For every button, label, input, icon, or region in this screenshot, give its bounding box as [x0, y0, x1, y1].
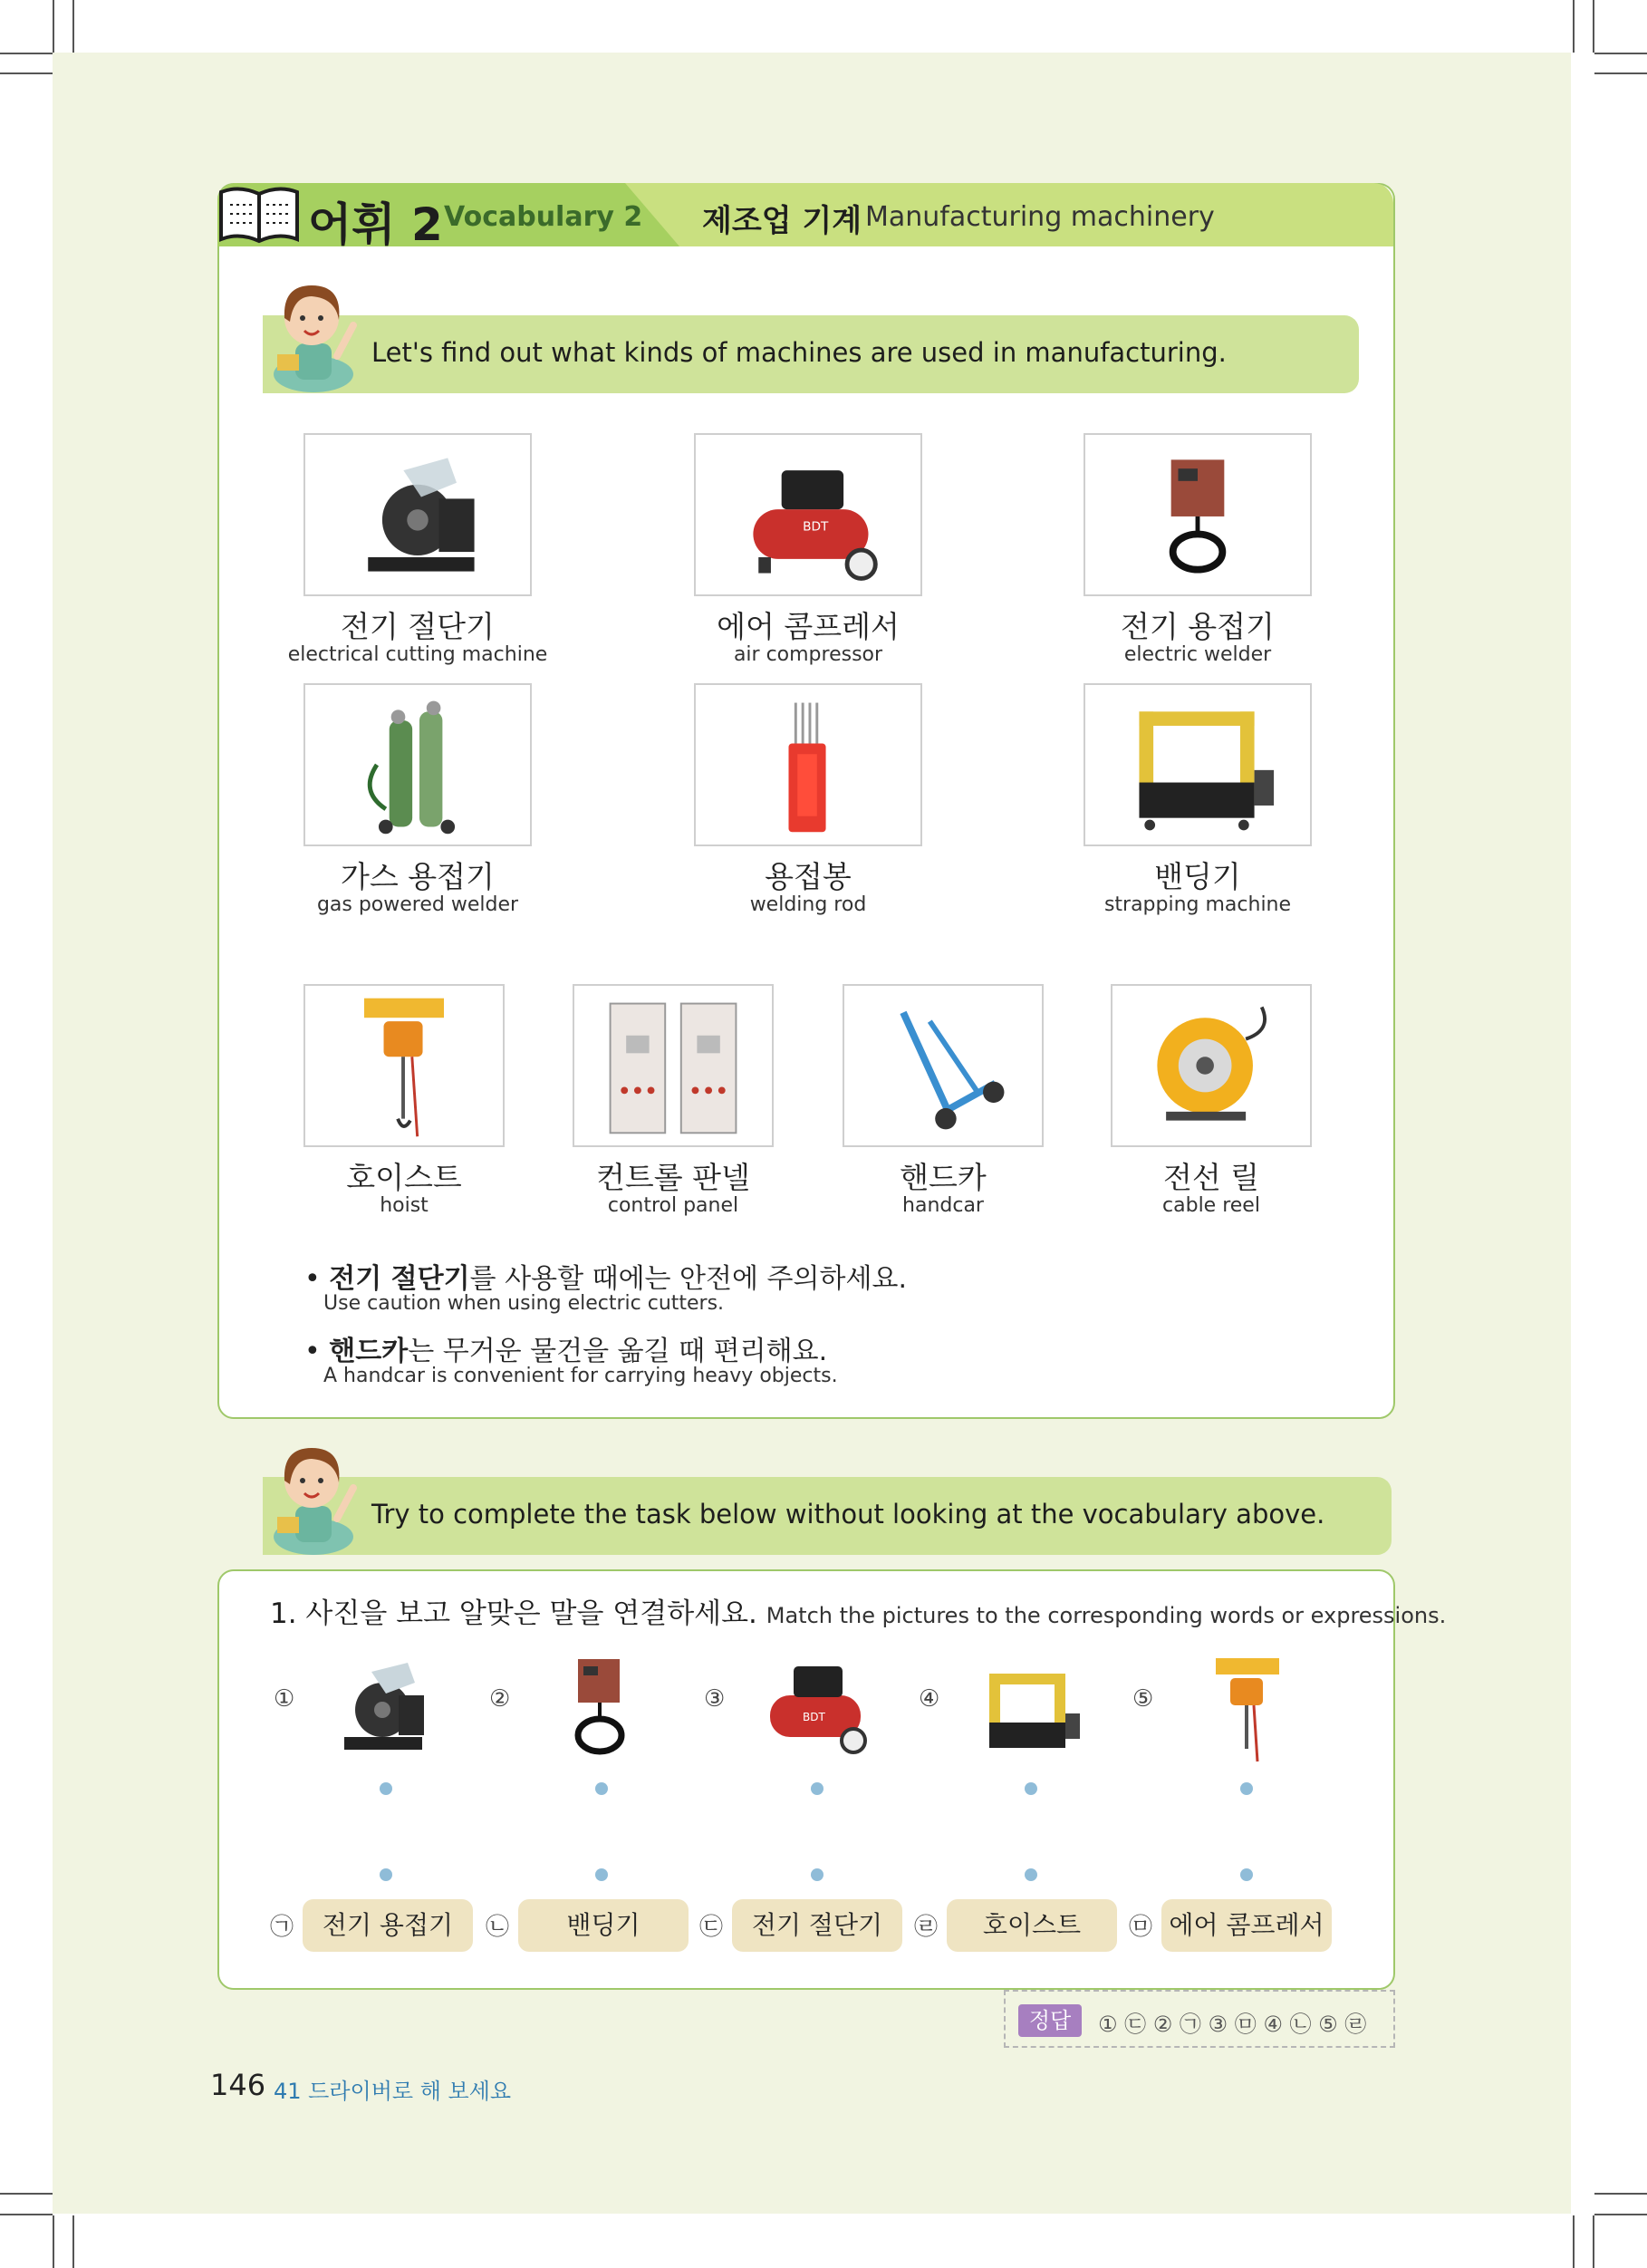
answer-text: ① ㉢ ② ㉠ ③ ㉤ ④ ㉡ ⑤ ㉣: [1098, 2012, 1367, 2037]
item-image-frame: [303, 433, 532, 596]
match-dot[interactable]: [1240, 1782, 1253, 1795]
control-panel-icon: [574, 986, 772, 1145]
air-compressor-icon: [763, 1654, 872, 1762]
item-name-ko: 컨트롤 판넬: [596, 1160, 750, 1195]
item-name-en: air compressor: [733, 643, 883, 666]
item-name-en: gas powered welder: [316, 893, 519, 916]
picture-number: ③: [704, 1685, 726, 1713]
match-dot[interactable]: [811, 1868, 824, 1881]
welding-rod-icon: [696, 685, 920, 844]
teacher-girl-icon: [259, 267, 368, 394]
handcar-icon: [844, 986, 1042, 1145]
item-image-frame: [1111, 984, 1312, 1147]
item-name-en: control panel: [607, 1194, 739, 1217]
open-book-icon: [217, 185, 301, 245]
item-image-frame: [694, 683, 922, 846]
example-keyword: 전기 절단기: [329, 1263, 470, 1295]
item-name-ko: 전선 릴: [1162, 1160, 1260, 1195]
crop-mark: [1594, 2214, 1647, 2215]
match-dot[interactable]: [1025, 1868, 1037, 1881]
question: [270, 1590, 1446, 1631]
item-image-frame: [303, 683, 532, 846]
item-name-en: electrical cutting machine: [287, 643, 548, 666]
choice-label: ㉤: [1129, 1914, 1153, 1941]
item-name-en: strapping machine: [1103, 893, 1292, 916]
picture-number: ②: [489, 1685, 511, 1713]
crop-mark: [72, 2215, 74, 2268]
vocab-number-ko: 어휘 2: [308, 198, 443, 251]
crop-mark: [72, 0, 74, 53]
strapping-machine-icon: [1085, 685, 1310, 844]
match-dot[interactable]: [380, 1868, 392, 1881]
example-rest: 는 무거운 물건을 옮길 때 편리해요.: [408, 1336, 828, 1367]
vocab-number-en: Vocabulary 2: [444, 201, 643, 233]
picture-number: ①: [274, 1685, 295, 1713]
item-image-frame: [1084, 433, 1312, 596]
match-dot[interactable]: [380, 1782, 392, 1795]
svg-text:BDT: BDT: [803, 1711, 825, 1723]
air-compressor-icon: [696, 435, 920, 594]
cutting-machine-icon: [305, 435, 530, 594]
hoist-icon: [1192, 1647, 1301, 1771]
match-dot[interactable]: [1025, 1782, 1037, 1795]
question-ko: 1. 사진을 보고 알맞은 말을 연결하세요.: [270, 1597, 757, 1630]
section-title-ko: 제조업 기계: [702, 203, 862, 239]
example-sentence: • 전기 절단기를 사용할 때에는 안전에 주의하세요.: [304, 1263, 907, 1295]
electric-welder-icon: [547, 1654, 656, 1762]
match-dot[interactable]: [1240, 1868, 1253, 1881]
item-image-frame: [573, 984, 774, 1147]
task-speech-bubble: [263, 1477, 1392, 1555]
crop-mark: [53, 0, 54, 53]
match-dot[interactable]: [595, 1868, 608, 1881]
item-image-frame: [843, 984, 1044, 1147]
question-en: Match the pictures to the corresponding words or expressions.: [766, 1603, 1447, 1628]
picture-number: ⑤: [1132, 1685, 1154, 1713]
electric-welder-icon: [1085, 435, 1310, 594]
choice-word[interactable]: 전기 절단기: [732, 1899, 902, 1952]
item-name-en: cable reel: [1162, 1194, 1260, 1217]
teacher-girl-icon: [259, 1430, 368, 1557]
item-image-frame: [303, 984, 505, 1147]
crop-mark: [0, 2193, 53, 2195]
choice-word[interactable]: 전기 용접기: [303, 1899, 473, 1952]
crop-mark: [1594, 2193, 1647, 2195]
item-name-ko: 전기 용접기: [1121, 609, 1275, 644]
crop-mark: [0, 2214, 53, 2215]
choice-word[interactable]: 호이스트: [947, 1899, 1117, 1952]
item-name-ko: 호이스트: [346, 1160, 462, 1195]
task-intro-text: Try to complete the task below without looking at the vocabulary above.: [371, 1499, 1325, 1530]
crop-mark: [1573, 0, 1575, 53]
hoist-icon: [305, 986, 503, 1145]
gas-welder-icon: [305, 685, 530, 844]
crop-mark: [0, 72, 53, 74]
item-name-en: electric welder: [1123, 643, 1272, 666]
choice-word[interactable]: 밴딩기: [518, 1899, 689, 1952]
crop-mark: [1573, 2215, 1575, 2268]
choice-label: ㉣: [914, 1914, 939, 1941]
strapping-machine-icon: [977, 1654, 1085, 1762]
choice-label: ㉡: [486, 1914, 510, 1941]
choice-label: ㉢: [699, 1914, 724, 1941]
crop-mark: [1593, 0, 1594, 53]
match-dot[interactable]: [811, 1782, 824, 1795]
item-image-frame: [694, 433, 922, 596]
item-name-en: handcar: [902, 1194, 984, 1217]
example-keyword: 핸드카: [329, 1336, 409, 1367]
item-name-ko: 용접봉: [765, 859, 852, 894]
item-name-ko: 핸드카: [900, 1160, 987, 1195]
page-number: 146: [210, 2068, 266, 2102]
crop-mark: [0, 53, 53, 54]
section-title-en: Manufacturing machinery: [865, 201, 1215, 233]
intro-text: Let's find out what kinds of machines are used in manufacturing.: [371, 337, 1227, 368]
example-sentence: • 핸드카는 무거운 물건을 옮길 때 편리해요.: [304, 1336, 828, 1367]
svg-text:BDT: BDT: [803, 519, 829, 535]
item-name-en: hoist: [380, 1194, 429, 1217]
chapter-title: 41 드라이버로 해 보세요: [274, 2079, 512, 2104]
answer-badge: 정답: [1018, 2004, 1082, 2037]
choice-label: ㉠: [270, 1914, 294, 1941]
example-translation: A handcar is convenient for carrying heavy objects.: [323, 1365, 838, 1387]
item-image-frame: [1084, 683, 1312, 846]
item-name-ko: 에어 콤프레서: [717, 609, 900, 644]
item-name-ko: 전기 절단기: [341, 609, 495, 644]
crop-mark: [1594, 53, 1647, 54]
match-dot[interactable]: [595, 1782, 608, 1795]
intro-speech-bubble: [263, 315, 1359, 393]
item-name-ko: 밴딩기: [1154, 859, 1241, 894]
section-header: [217, 183, 1393, 251]
crop-mark: [53, 2215, 54, 2268]
answer-key: [1004, 1990, 1395, 2048]
crop-mark: [1593, 2215, 1594, 2268]
choice-word[interactable]: 에어 콤프레서: [1161, 1899, 1332, 1952]
item-name-en: welding rod: [749, 893, 867, 916]
cable-reel-icon: [1112, 986, 1310, 1145]
crop-mark: [1594, 72, 1647, 74]
item-name-ko: 가스 용접기: [341, 859, 495, 894]
picture-number: ④: [919, 1685, 940, 1713]
cutting-machine-icon: [332, 1654, 440, 1762]
example-translation: Use caution when using electric cutters.: [323, 1292, 725, 1315]
example-rest: 를 사용할 때에는 안전에 주의하세요.: [469, 1263, 907, 1295]
